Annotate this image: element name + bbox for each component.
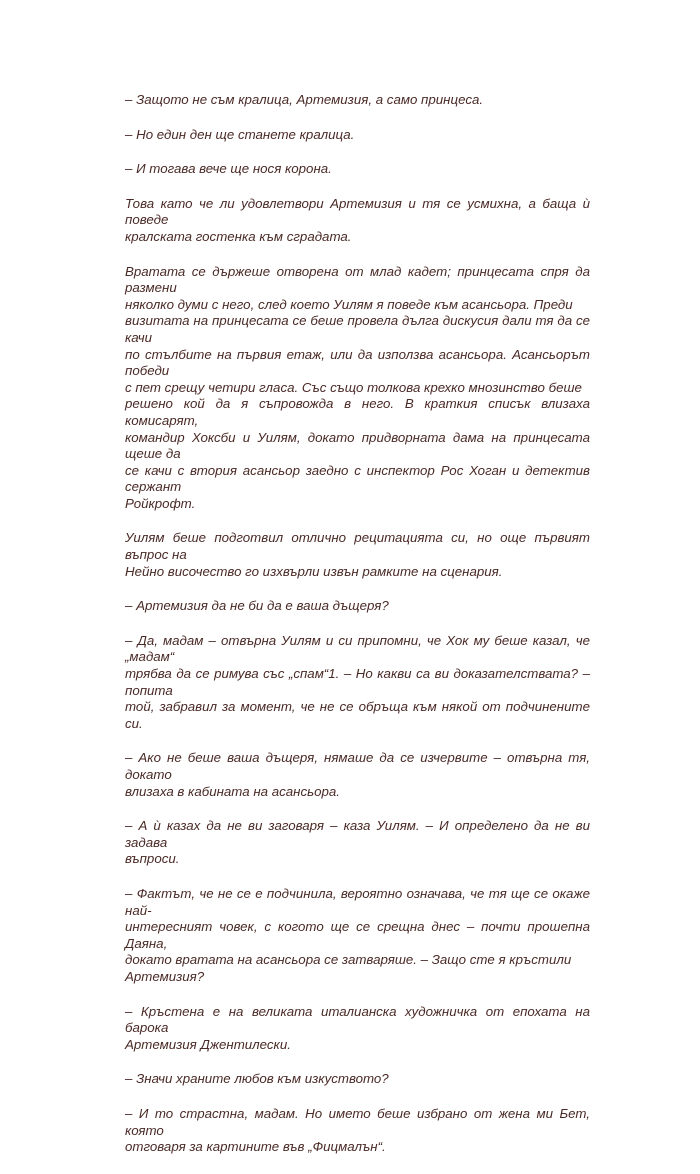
text-line: визитата на принцесата се беше провела дълга дискусия дали тя да се качи xyxy=(125,313,590,345)
text-line: – А ѝ казах да не ви заговаря – каза Уилям. – И определено да не ви задава xyxy=(125,818,590,850)
text-line: Вратата се държеше отворена от млад кадет; принцесата спря да размени xyxy=(125,263,590,296)
text-line: няколко думи с него, след което Уилям я поведе към асансьора. Преди xyxy=(125,296,573,312)
text-line: – Ако не беше ваша дъщеря, нямаше да се изчервите – отвърна тя, докато xyxy=(125,750,590,782)
text-line: – Кръстена е на великата италианска художничка от епохата на барока xyxy=(125,1003,590,1036)
paragraph xyxy=(125,92,590,109)
paragraph xyxy=(125,1071,590,1088)
text-line: кралската гостенка към сградата. xyxy=(125,228,352,244)
text-line: Ройкрофт. xyxy=(125,495,196,511)
text-line: се качи с втория асансьор заедно с инспектор Рос Хоган и детектив сержант xyxy=(125,462,590,495)
paragraph xyxy=(125,886,590,986)
text-line: – Но един ден ще станете кралица. xyxy=(125,126,355,142)
text-line: – И тогава вече ще нося корона. xyxy=(125,161,332,177)
text-line: командир Хоксби и Уилям, докато придворната дама на принцесата щеше да xyxy=(125,429,590,462)
text-line: Артемизия Джентилески. xyxy=(125,1036,291,1052)
text-line: докато вратата на асансьора се затваряше. – Защо сте я кръстили xyxy=(125,952,572,968)
paragraph xyxy=(125,1106,590,1156)
text-line: Нейно височество го изхвърли извън рамките на сценария. xyxy=(125,563,503,579)
text-line: Това като че ли удовлетвори Артемизия и тя се усмихна, а баща ѝ поведе xyxy=(125,195,590,228)
text-line: – Артемизия да не би да е ваша дъщеря? xyxy=(125,598,389,614)
paragraph xyxy=(125,530,590,580)
text-line: – Защото не съм кралица, Артемизия, а само принцеса. xyxy=(125,92,484,107)
text-line: – Значи храните любов към изкуството? xyxy=(125,1071,389,1087)
paragraph xyxy=(125,750,590,800)
paragraph xyxy=(125,633,590,733)
paragraph xyxy=(125,818,590,868)
text-line: решено кой да я съпровожда в него. В краткия списък влизаха комисарят, xyxy=(125,396,590,428)
text-line: – И то страстна, мадам. Но името беше избрано от жена ми Бет, която xyxy=(125,1105,590,1138)
text-line: – Фактът, че не се е подчинила, вероятно означава, че тя ще се окаже най- xyxy=(125,885,590,918)
text-line: въпроси. xyxy=(125,851,180,867)
text-line: влизаха в кабината на асансьора. xyxy=(125,783,341,799)
paragraph xyxy=(125,598,590,615)
paragraph xyxy=(125,1004,590,1054)
paragraph xyxy=(125,127,590,144)
text-line: той, забравил за момент, че не се обръща към някой от подчинените си. xyxy=(125,699,590,731)
paragraph xyxy=(125,161,590,178)
text-line: Уилям беше подготвил отлично рецитацията си, но още първият въпрос на xyxy=(125,530,590,563)
body-text xyxy=(125,92,590,1174)
text-line: трябва да се римува със „спам“1. – Но какви са ви доказателствата? – попита xyxy=(125,666,590,698)
paragraph xyxy=(125,264,590,513)
text-line: отговаря за картините във „Фицмалън“. xyxy=(125,1139,386,1155)
text-line: интересният човек, с когото ще се срещна днес – почти прошепна Даяна, xyxy=(125,919,590,951)
text-line: по стълбите на първия етаж, или да използва асансьора. Асансьорът победи xyxy=(125,346,590,379)
text-line: с пет срещу четири гласа. Със също толкова крехко мнозинство беше xyxy=(125,379,582,395)
paragraph xyxy=(125,196,590,246)
text-line: – Да, мадам – отвърна Уилям и си припомни, че Хок му беше казал, че „мадам“ xyxy=(125,632,590,665)
text-line: Артемизия? xyxy=(125,968,205,984)
